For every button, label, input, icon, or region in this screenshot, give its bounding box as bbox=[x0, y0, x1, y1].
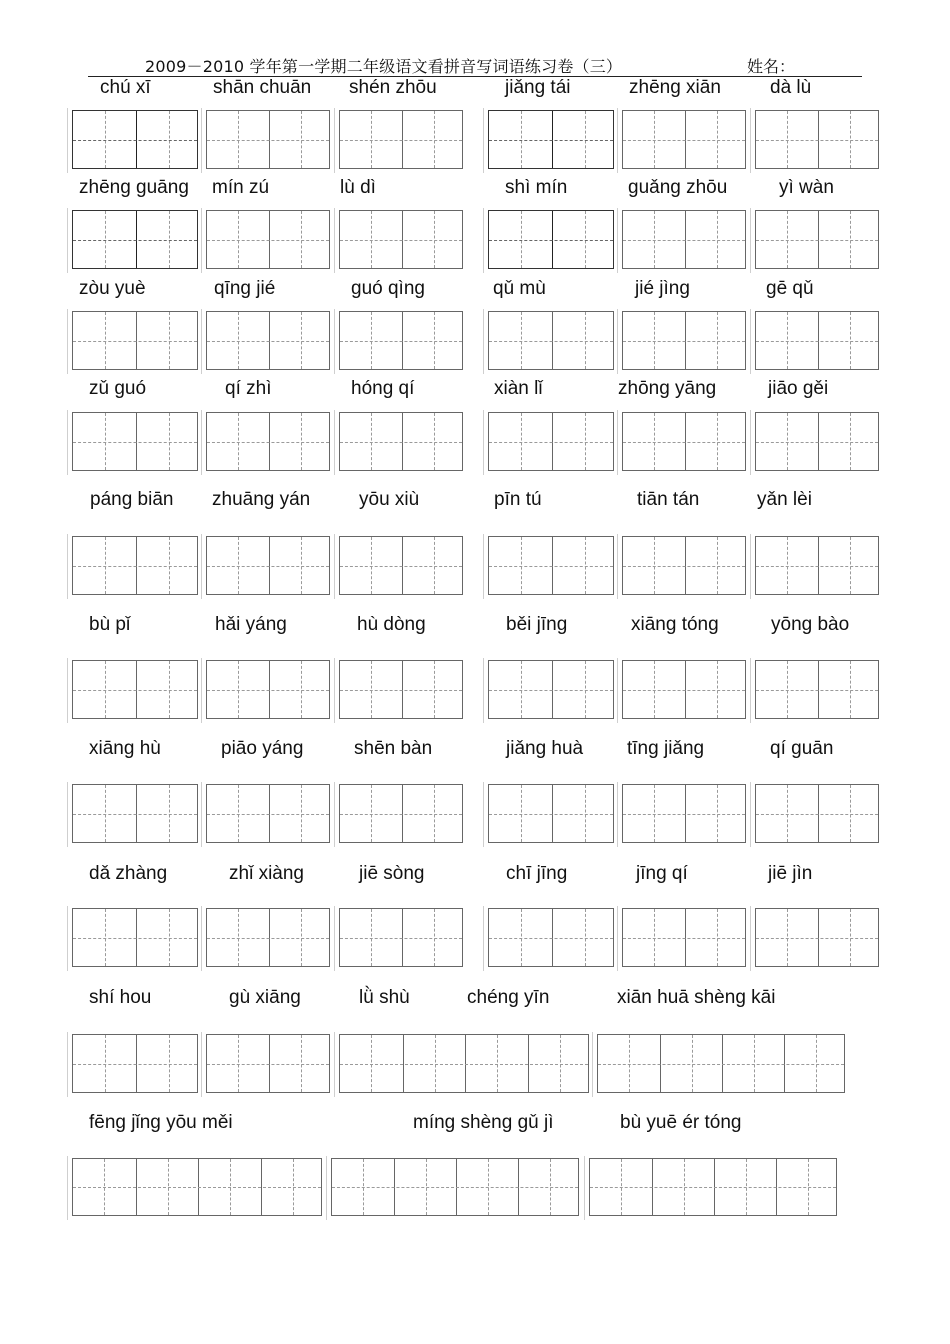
cell-guide-horizontal bbox=[73, 690, 197, 691]
answer-grid[interactable] bbox=[72, 1158, 322, 1216]
cell-guide-horizontal bbox=[207, 1064, 329, 1065]
cell-guide-horizontal bbox=[623, 938, 745, 939]
cell-guide-horizontal bbox=[623, 442, 745, 443]
grid-margin-line bbox=[617, 208, 618, 273]
cell-guide-horizontal bbox=[340, 938, 462, 939]
cell-guide-horizontal bbox=[623, 240, 745, 241]
answer-grid[interactable] bbox=[488, 412, 614, 471]
pinyin-prompt: jīng qí bbox=[636, 863, 688, 884]
cell-guide-horizontal bbox=[207, 938, 329, 939]
cell-guide-horizontal bbox=[73, 442, 197, 443]
cell-guide-horizontal bbox=[340, 442, 462, 443]
grid-margin-line bbox=[67, 410, 68, 475]
grid-margin-line bbox=[67, 1156, 68, 1220]
answer-grid[interactable] bbox=[206, 908, 330, 967]
pinyin-prompt: shén zhōu bbox=[349, 77, 437, 98]
pinyin-prompt: dǎ zhàng bbox=[89, 863, 168, 884]
answer-grid[interactable] bbox=[206, 210, 330, 269]
pinyin-prompt: bù yuē ér tóng bbox=[620, 1112, 742, 1133]
pinyin-prompt: shān chuān bbox=[213, 77, 312, 98]
answer-grid[interactable] bbox=[339, 1034, 589, 1093]
answer-grid[interactable] bbox=[339, 210, 463, 269]
cell-guide-horizontal bbox=[340, 140, 462, 141]
cell-guide-horizontal bbox=[73, 341, 197, 342]
cell-guide-horizontal bbox=[73, 938, 197, 939]
grid-margin-line bbox=[334, 410, 335, 475]
pinyin-prompt: jié jìng bbox=[635, 278, 690, 299]
pinyin-prompt: hóng qí bbox=[351, 378, 415, 399]
pinyin-prompt: qí guān bbox=[770, 738, 834, 759]
pinyin-prompt: gē qǔ bbox=[766, 278, 814, 299]
cell-guide-horizontal bbox=[340, 240, 462, 241]
cell-guide-horizontal bbox=[756, 690, 878, 691]
pinyin-prompt: zhēng guāng bbox=[79, 177, 189, 198]
grid-margin-line bbox=[67, 309, 68, 374]
pinyin-prompt: lǜ shù bbox=[359, 987, 410, 1008]
grid-margin-line bbox=[617, 108, 618, 173]
cell-guide-horizontal bbox=[73, 1187, 321, 1188]
cell-guide-horizontal bbox=[73, 814, 197, 815]
cell-guide-horizontal bbox=[598, 1064, 844, 1065]
grid-margin-line bbox=[201, 1032, 202, 1097]
grid-margin-line bbox=[617, 410, 618, 475]
answer-grid[interactable] bbox=[72, 660, 198, 719]
cell-guide-horizontal bbox=[623, 566, 745, 567]
pinyin-prompt: shēn bàn bbox=[354, 738, 433, 759]
cell-guide-horizontal bbox=[756, 240, 878, 241]
grid-margin-line bbox=[201, 309, 202, 374]
cell-guide-horizontal bbox=[73, 140, 197, 141]
answer-grid[interactable] bbox=[206, 412, 330, 471]
cell-guide-horizontal bbox=[756, 566, 878, 567]
answer-grid[interactable] bbox=[339, 311, 463, 370]
pinyin-prompt: qīng jié bbox=[214, 278, 276, 299]
pinyin-prompt: bù pǐ bbox=[89, 614, 131, 635]
answer-grid[interactable] bbox=[72, 210, 198, 269]
grid-margin-line bbox=[750, 309, 751, 374]
pinyin-prompt: qí zhì bbox=[225, 378, 272, 399]
answer-grid[interactable] bbox=[488, 311, 614, 370]
pinyin-prompt: páng biān bbox=[90, 489, 174, 510]
cell-guide-horizontal bbox=[207, 690, 329, 691]
pinyin-prompt: chéng yīn bbox=[467, 987, 550, 1008]
grid-margin-line bbox=[483, 534, 484, 599]
grid-margin-line bbox=[201, 658, 202, 723]
grid-margin-line bbox=[483, 208, 484, 273]
pinyin-prompt: jiǎng tái bbox=[505, 77, 571, 98]
cell-guide-horizontal bbox=[332, 1187, 578, 1188]
answer-grid[interactable] bbox=[755, 536, 879, 595]
cell-guide-horizontal bbox=[623, 140, 745, 141]
answer-grid[interactable] bbox=[206, 311, 330, 370]
pinyin-prompt: zǔ guó bbox=[89, 378, 147, 399]
grid-margin-line bbox=[334, 782, 335, 847]
grid-margin-line bbox=[67, 208, 68, 273]
answer-grid[interactable] bbox=[755, 110, 879, 169]
cell-guide-horizontal bbox=[623, 341, 745, 342]
answer-grid[interactable] bbox=[622, 784, 746, 843]
answer-grid[interactable] bbox=[755, 784, 879, 843]
pinyin-prompt: tiān tán bbox=[637, 489, 700, 510]
cell-guide-horizontal bbox=[489, 442, 613, 443]
pinyin-prompt: chī jīng bbox=[506, 863, 568, 884]
answer-grid[interactable] bbox=[589, 1158, 837, 1216]
grid-margin-line bbox=[617, 534, 618, 599]
answer-grid[interactable] bbox=[331, 1158, 579, 1216]
grid-margin-line bbox=[750, 906, 751, 971]
cell-guide-horizontal bbox=[756, 341, 878, 342]
grid-margin-line bbox=[334, 108, 335, 173]
cell-guide-horizontal bbox=[489, 690, 613, 691]
answer-grid[interactable] bbox=[488, 110, 614, 169]
name-label: 姓名： bbox=[747, 57, 796, 76]
answer-grid[interactable] bbox=[622, 660, 746, 719]
answer-grid[interactable] bbox=[206, 536, 330, 595]
pinyin-prompt: qǔ mù bbox=[493, 278, 546, 299]
grid-margin-line bbox=[67, 782, 68, 847]
answer-grid[interactable] bbox=[597, 1034, 845, 1093]
pinyin-prompt: zòu yuè bbox=[79, 278, 146, 299]
grid-margin-line bbox=[201, 208, 202, 273]
answer-grid[interactable] bbox=[72, 311, 198, 370]
pinyin-prompt: tīng jiǎng bbox=[627, 738, 705, 759]
answer-grid[interactable] bbox=[622, 908, 746, 967]
cell-guide-horizontal bbox=[340, 1064, 588, 1065]
pinyin-prompt: jiāo gěi bbox=[768, 378, 829, 399]
cell-guide-horizontal bbox=[207, 442, 329, 443]
answer-grid[interactable] bbox=[72, 412, 198, 471]
answer-grid[interactable] bbox=[755, 412, 879, 471]
grid-margin-line bbox=[483, 658, 484, 723]
grid-margin-line bbox=[201, 534, 202, 599]
cell-guide-horizontal bbox=[340, 341, 462, 342]
grid-margin-line bbox=[483, 410, 484, 475]
answer-grid[interactable] bbox=[622, 311, 746, 370]
pinyin-prompt: yōu xiù bbox=[359, 489, 420, 510]
pinyin-prompt: zhǐ xiàng bbox=[229, 863, 304, 884]
answer-grid[interactable] bbox=[622, 210, 746, 269]
pinyin-prompt: guǎng zhōu bbox=[628, 177, 728, 198]
grid-margin-line bbox=[617, 309, 618, 374]
grid-margin-line bbox=[334, 1032, 335, 1097]
cell-guide-horizontal bbox=[207, 814, 329, 815]
grid-margin-line bbox=[483, 309, 484, 374]
grid-margin-line bbox=[750, 208, 751, 273]
pinyin-prompt: zhōng yāng bbox=[618, 378, 717, 399]
cell-guide-horizontal bbox=[489, 566, 613, 567]
cell-guide-horizontal bbox=[207, 140, 329, 141]
answer-grid[interactable] bbox=[755, 660, 879, 719]
grid-margin-line bbox=[750, 108, 751, 173]
answer-grid[interactable] bbox=[72, 536, 198, 595]
answer-grid[interactable] bbox=[488, 784, 614, 843]
pinyin-prompt: hù dòng bbox=[357, 614, 426, 635]
grid-margin-line bbox=[201, 108, 202, 173]
cell-guide-horizontal bbox=[489, 140, 613, 141]
pinyin-prompt: jiē sòng bbox=[359, 863, 425, 884]
answer-grid[interactable] bbox=[622, 110, 746, 169]
pinyin-prompt: yì wàn bbox=[779, 177, 834, 198]
pinyin-prompt: dà lù bbox=[770, 77, 812, 98]
cell-guide-horizontal bbox=[340, 566, 462, 567]
pinyin-prompt: zhēng xiān bbox=[629, 77, 721, 98]
pinyin-prompt: shí hou bbox=[89, 987, 152, 1008]
grid-margin-line bbox=[334, 534, 335, 599]
answer-grid[interactable] bbox=[206, 110, 330, 169]
pinyin-prompt: xiàn lǐ bbox=[494, 378, 543, 399]
grid-margin-line bbox=[334, 309, 335, 374]
answer-grid[interactable] bbox=[339, 660, 463, 719]
pinyin-prompt: pīn tú bbox=[494, 489, 542, 510]
grid-margin-line bbox=[592, 1032, 593, 1097]
grid-margin-line bbox=[750, 410, 751, 475]
pinyin-prompt: shì mín bbox=[505, 177, 568, 198]
answer-grid[interactable] bbox=[339, 784, 463, 843]
pinyin-prompt: xiāng hù bbox=[89, 738, 161, 759]
grid-margin-line bbox=[750, 782, 751, 847]
answer-grid[interactable] bbox=[206, 660, 330, 719]
pinyin-prompt: míng shèng gǔ jì bbox=[413, 1112, 554, 1133]
cell-guide-horizontal bbox=[489, 240, 613, 241]
cell-guide-horizontal bbox=[489, 814, 613, 815]
grid-margin-line bbox=[750, 534, 751, 599]
pinyin-prompt: gù xiāng bbox=[229, 987, 301, 1008]
title-underline bbox=[88, 76, 862, 77]
cell-guide-horizontal bbox=[489, 938, 613, 939]
answer-grid[interactable] bbox=[488, 660, 614, 719]
grid-margin-line bbox=[67, 534, 68, 599]
cell-guide-horizontal bbox=[73, 240, 197, 241]
grid-margin-line bbox=[334, 208, 335, 273]
pinyin-prompt: jiē jìn bbox=[768, 863, 813, 884]
cell-guide-horizontal bbox=[207, 341, 329, 342]
grid-margin-line bbox=[483, 906, 484, 971]
answer-grid[interactable] bbox=[488, 210, 614, 269]
page-title: 2009－2010 学年第一学期二年级语文看拼音写词语练习卷（三） bbox=[145, 57, 623, 76]
answer-grid[interactable] bbox=[339, 412, 463, 471]
answer-grid[interactable] bbox=[339, 908, 463, 967]
pinyin-prompt: xiāng tóng bbox=[631, 614, 719, 635]
grid-margin-line bbox=[67, 108, 68, 173]
grid-margin-line bbox=[334, 906, 335, 971]
pinyin-prompt: piāo yáng bbox=[221, 738, 304, 759]
pinyin-prompt: mín zú bbox=[212, 177, 270, 198]
cell-guide-horizontal bbox=[340, 690, 462, 691]
grid-margin-line bbox=[201, 906, 202, 971]
grid-margin-line bbox=[334, 658, 335, 723]
pinyin-prompt: yǎn lèi bbox=[757, 489, 812, 510]
cell-guide-horizontal bbox=[207, 240, 329, 241]
answer-grid[interactable] bbox=[755, 210, 879, 269]
cell-guide-horizontal bbox=[756, 140, 878, 141]
grid-margin-line bbox=[750, 658, 751, 723]
pinyin-prompt: jiǎng huà bbox=[506, 738, 584, 759]
grid-margin-line bbox=[617, 906, 618, 971]
cell-guide-horizontal bbox=[73, 566, 197, 567]
grid-margin-line bbox=[67, 906, 68, 971]
grid-margin-line bbox=[483, 108, 484, 173]
grid-margin-line bbox=[483, 782, 484, 847]
answer-grid[interactable] bbox=[622, 412, 746, 471]
answer-grid[interactable] bbox=[755, 311, 879, 370]
grid-margin-line bbox=[201, 410, 202, 475]
cell-guide-horizontal bbox=[756, 442, 878, 443]
cell-guide-horizontal bbox=[207, 566, 329, 567]
pinyin-prompt: xiān huā shèng kāi bbox=[617, 987, 776, 1008]
answer-grid[interactable] bbox=[339, 536, 463, 595]
cell-guide-horizontal bbox=[590, 1187, 836, 1188]
grid-margin-line bbox=[67, 658, 68, 723]
grid-margin-line bbox=[326, 1156, 327, 1220]
pinyin-prompt: chú xī bbox=[100, 77, 151, 98]
grid-margin-line bbox=[67, 1032, 68, 1097]
cell-guide-horizontal bbox=[623, 690, 745, 691]
cell-guide-horizontal bbox=[623, 814, 745, 815]
answer-grid[interactable] bbox=[755, 908, 879, 967]
answer-grid[interactable] bbox=[206, 784, 330, 843]
cell-guide-horizontal bbox=[756, 938, 878, 939]
pinyin-prompt: lù dì bbox=[340, 177, 376, 198]
cell-guide-horizontal bbox=[340, 814, 462, 815]
pinyin-prompt: fēng jǐng yōu měi bbox=[89, 1112, 233, 1133]
pinyin-prompt: yōng bào bbox=[771, 614, 850, 635]
pinyin-prompt: běi jīng bbox=[506, 614, 568, 635]
answer-grid[interactable] bbox=[72, 110, 198, 169]
pinyin-prompt: guó qìng bbox=[351, 278, 425, 299]
answer-grid[interactable] bbox=[622, 536, 746, 595]
grid-margin-line bbox=[584, 1156, 585, 1220]
answer-grid[interactable] bbox=[488, 536, 614, 595]
cell-guide-horizontal bbox=[73, 1064, 197, 1065]
cell-guide-horizontal bbox=[756, 814, 878, 815]
answer-grid[interactable] bbox=[339, 110, 463, 169]
grid-margin-line bbox=[201, 782, 202, 847]
grid-margin-line bbox=[617, 658, 618, 723]
answer-grid[interactable] bbox=[72, 784, 198, 843]
pinyin-prompt: zhuāng yán bbox=[212, 489, 311, 510]
answer-grid[interactable] bbox=[72, 908, 198, 967]
grid-margin-line bbox=[617, 782, 618, 847]
answer-grid[interactable] bbox=[72, 1034, 198, 1093]
pinyin-prompt: hǎi yáng bbox=[215, 614, 287, 635]
answer-grid[interactable] bbox=[206, 1034, 330, 1093]
answer-grid[interactable] bbox=[488, 908, 614, 967]
cell-guide-horizontal bbox=[489, 341, 613, 342]
